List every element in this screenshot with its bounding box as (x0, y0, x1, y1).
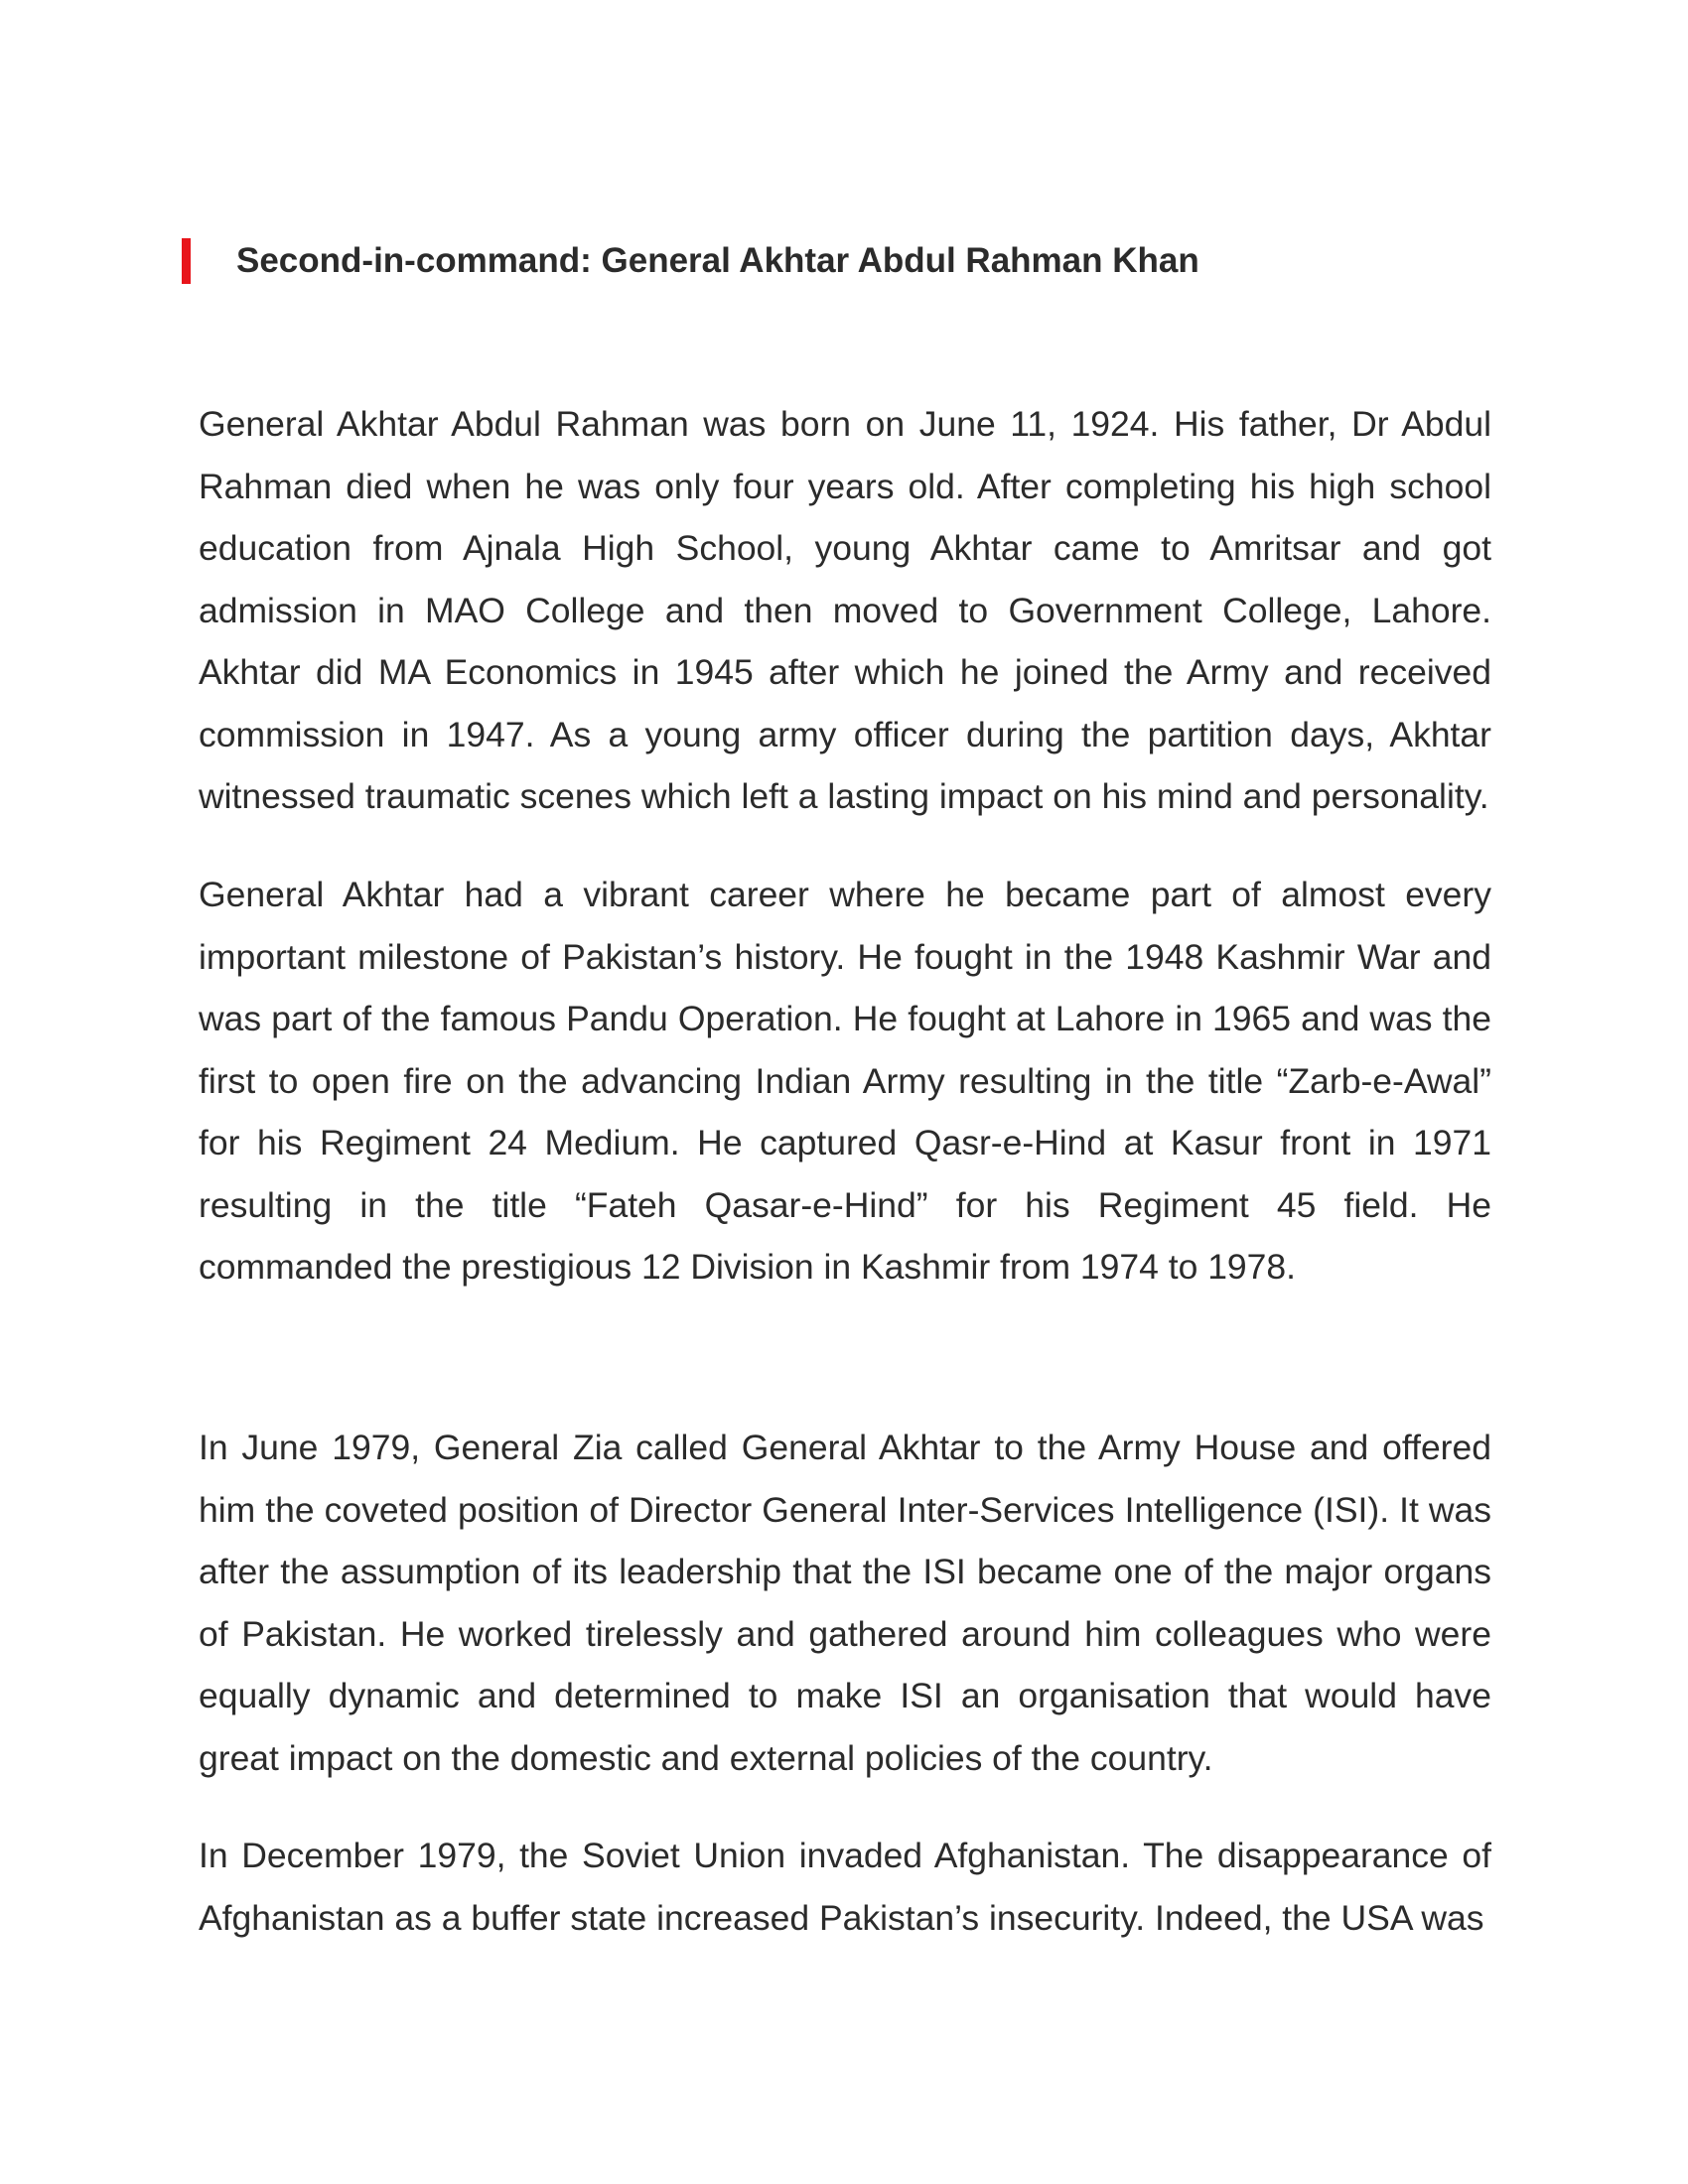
section-heading-text: Second-in-command: General Akhtar Abdul Rahman Khan (236, 241, 1199, 280)
heading-accent-bar (182, 238, 191, 284)
paragraph-soviet-invasion: In December 1979, the Soviet Union invaded Afghanistan. The disappearance of Afghanistan as a buffer state increased Pakistan’s insecurity. Indeed, the USA was (199, 1836, 1491, 1938)
paragraph-isi-appointment: In June 1979, General Zia called General Akhtar to the Army House and offered him the coveted position of Director General Inter-Services Intelligence (ISI). It was after the assumption of its leadership that the ISI became one of the major organs of Pakistan. He worked tirelessly and gathered around him colleagues who were equally dynamic and determined to make ISI an organisation that would have great impact on the domestic and external policies of the country. (199, 1428, 1491, 1778)
paragraph-military-career: General Akhtar had a vibrant career where he became part of almost every important milestone of Pakistan’s history. He fought in the 1948 Kashmir War and was part of the famous Pandu Operation. He fought at Lahore in 1965 and was the first to open fire on the advancing Indian Army resulting in the title “Zarb-e-Awal” for his Regiment 24 Medium. He captured Qasr-e-Hind at Kasur front in 1971 resulting in the title “Fateh Qasar-e-Hind” for his Regiment 45 field. He commanded the prestigious 12 Division in Kashmir from 1974 to 1978. (199, 875, 1491, 1287)
section-heading (182, 236, 1199, 286)
paragraph-early-life: General Akhtar Abdul Rahman was born on June 11, 1924. His father, Dr Abdul Rahman died when he was only four years old. After completing his high school education from Ajnala High School, young Akhtar came to Amritsar and got admission in MAO College and then moved to Government College, Lahore. Akhtar did MA Economics in 1945 after which he joined the Army and received commission in 1947. As a young army officer during the partition days, Akhtar witnessed traumatic scenes which left a lasting impact on his mind and personality. (199, 404, 1491, 816)
